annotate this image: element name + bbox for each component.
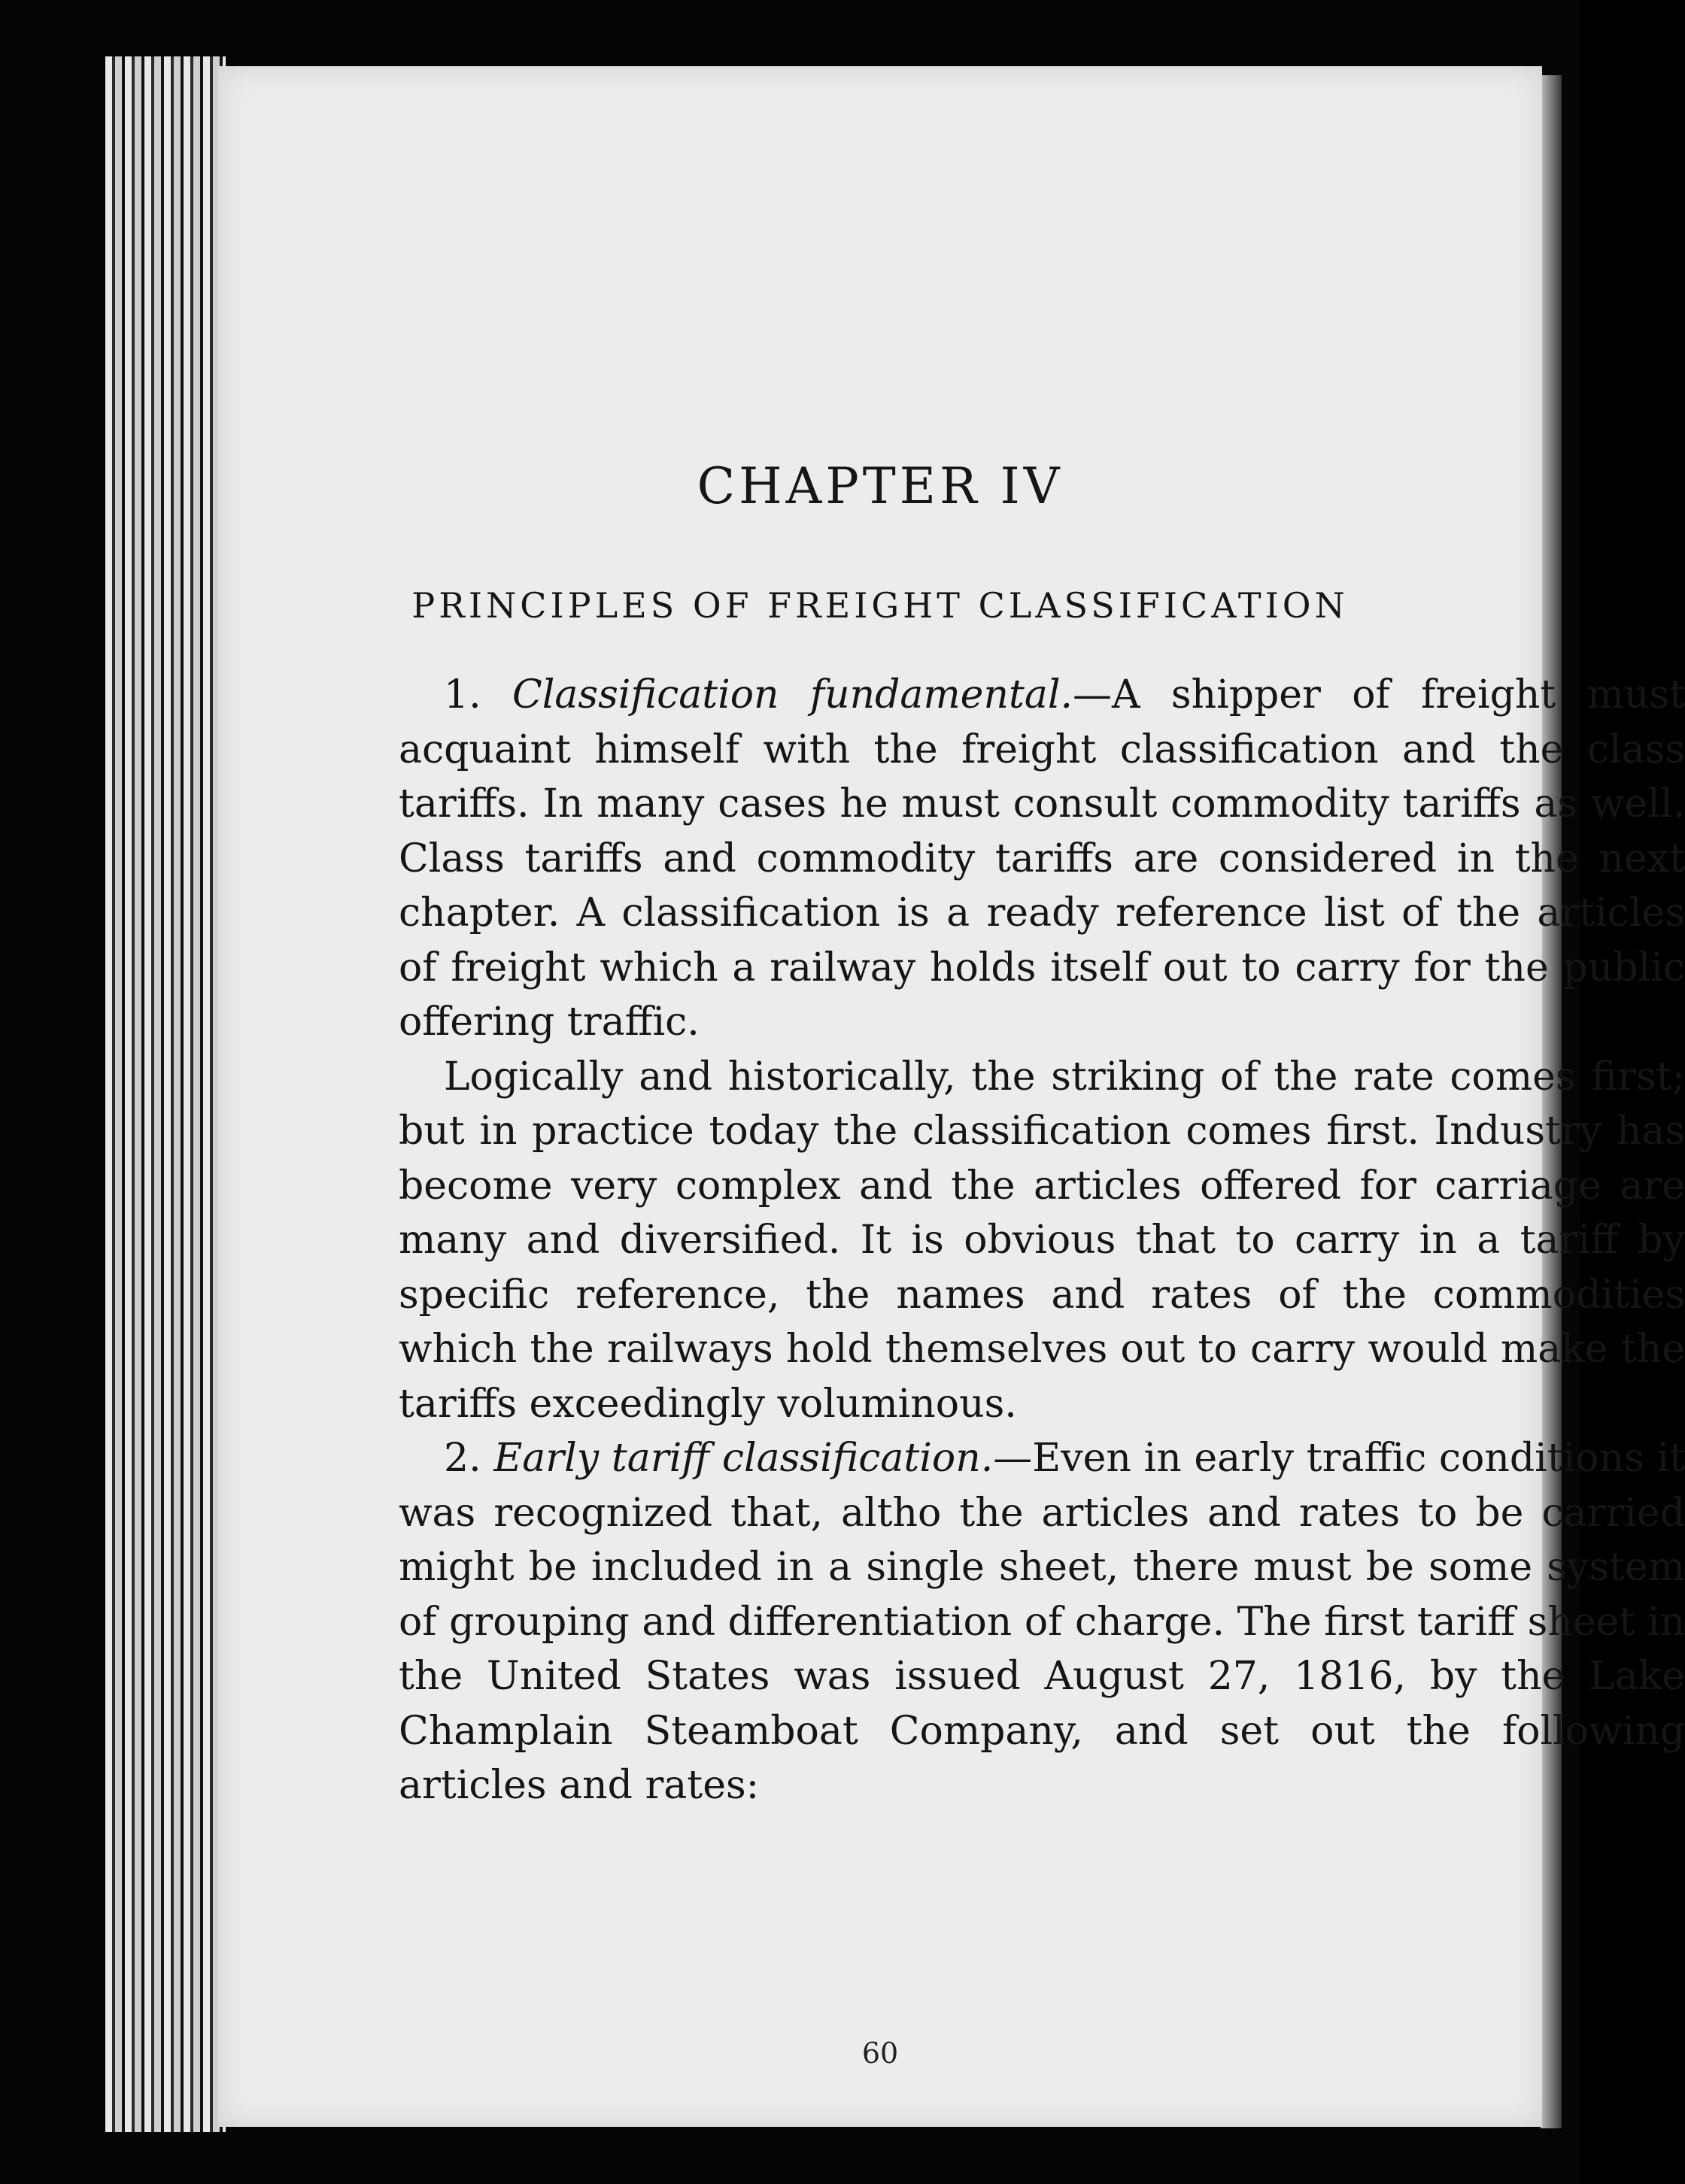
paragraph-3-heading: Early tariff classification.	[493, 1436, 994, 1481]
paragraph-3-text: —Even in early traffic conditions it was recognized that, altho the articles and rates to be carried might be included in a single sheet, there must be some system of grouping and differentiation of charge. The first tariff sheet in the United States was issued August 27, 1816, by the Lake Champlain Steamboat Company, and set out the following articles and rates:	[399, 1436, 1685, 1808]
book-page	[218, 66, 1685, 2127]
paragraph-1-number: 1.	[444, 672, 481, 717]
paragraph-1-text: —A shipper of freight must acquaint himself with the freight classification and the class tariffs. In many cases he must consult commodity tariffs as well. Class tariffs and commodity tariffs are considered in the next chapter. A classification is a ready reference list of the articles of freight which a railway holds itself out to carry for the public offering traffic.	[399, 672, 1685, 1045]
paragraph-2	[399, 1050, 1685, 1432]
paragraph-2-text: Logically and historically, the striking of the rate comes first; but in practice today the classification comes first. Industry has become very complex and the articles offered for carriage are many and diversified. It is obvious that to carry in a tariff by specific reference, the names and rates of the commodities which the railways hold themselves out to carry would make the tariffs exceedingly voluminous.	[399, 1054, 1685, 1427]
chapter-title: CHAPTER IV	[697, 457, 1064, 515]
paragraph-1-heading: Classification fundamental.	[512, 672, 1073, 717]
paragraph-3	[399, 1431, 1685, 1813]
book-page-edges	[105, 56, 226, 2132]
body-text	[399, 668, 1685, 1813]
paragraph-1	[399, 668, 1685, 1050]
page-number: 60	[861, 2037, 899, 2070]
section-title: PRINCIPLES OF FREIGHT CLASSIFICATION	[411, 585, 1349, 626]
paragraph-3-number: 2.	[444, 1436, 481, 1481]
